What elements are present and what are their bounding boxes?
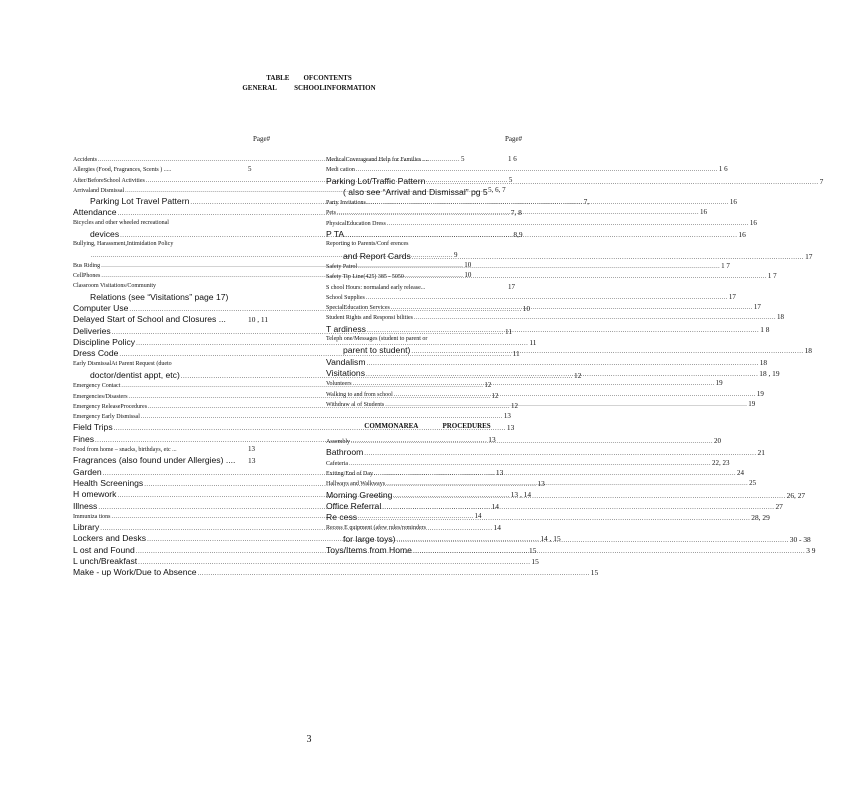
toc-entry bbox=[326, 156, 529, 166]
toc-entry-page: 18 bbox=[804, 346, 812, 356]
toc-entry bbox=[326, 198, 737, 209]
toc-entry-title: Relations (see “Visitations” page 17) bbox=[90, 291, 229, 302]
dot-leader bbox=[411, 255, 805, 261]
toc-entry-title: Garden bbox=[73, 466, 102, 477]
toc-entry bbox=[326, 323, 770, 336]
toc-entry bbox=[326, 292, 736, 304]
toc-entry-title: Food from home – snacks, birthdays, etc ... bbox=[73, 447, 177, 454]
dot-leader bbox=[425, 180, 819, 186]
toc-entry-title: Bus Riding bbox=[73, 262, 101, 269]
toc-entry-title: P TA bbox=[326, 229, 345, 240]
dot-leader bbox=[373, 467, 737, 477]
dot-leader bbox=[410, 349, 804, 359]
toc-entry-page: 17 bbox=[508, 282, 515, 291]
toc-entry-title: Attendance bbox=[73, 207, 117, 218]
toc-entry-page: 9 bbox=[454, 250, 458, 259]
dot-leader bbox=[363, 451, 757, 457]
toc-entry-title: Cafeteria bbox=[326, 460, 348, 467]
toc-entry-page: 13 bbox=[537, 478, 545, 488]
toc-entry bbox=[326, 379, 723, 390]
toc-subtitle: GENERAL SCHOOLINFORMATION bbox=[242, 84, 376, 92]
toc-entry-title: and Report Cards bbox=[343, 250, 411, 261]
toc-entry-title: Discipline Policy bbox=[73, 337, 136, 348]
toc-entry-title: Morning Greeting bbox=[326, 489, 393, 500]
toc-entry-title: Assembly bbox=[326, 439, 350, 446]
toc-entry-title: Walking to and from school bbox=[326, 391, 393, 398]
toc-entry-title: Arrivaland Dismissal bbox=[73, 187, 125, 194]
dot-leader bbox=[197, 571, 591, 577]
dot-leader bbox=[365, 295, 729, 301]
toc-entry-page: 19 bbox=[715, 379, 723, 388]
toc-entry-page: 25 bbox=[749, 479, 757, 488]
common-area-heading: COMMONAREA PROCEDURES bbox=[364, 422, 491, 431]
toc-entry-title: Fines bbox=[73, 433, 95, 444]
dot-leader bbox=[352, 381, 716, 390]
dot-leader bbox=[357, 260, 721, 270]
toc-entry-page: 22, 23 bbox=[711, 458, 730, 467]
dot-leader bbox=[393, 392, 757, 398]
toc-entry-title: Dress Code bbox=[73, 348, 119, 359]
toc-entry-title: Health Screenings bbox=[73, 477, 144, 488]
toc-entry bbox=[326, 185, 529, 199]
toc-entry-page: 14 bbox=[491, 501, 499, 511]
toc-entry-page: 13 bbox=[506, 423, 515, 433]
toc-entry-title: Fragrances (also found under Allergies) .... bbox=[73, 455, 236, 466]
toc-entry-page: 17 bbox=[728, 292, 736, 301]
toc-entry bbox=[73, 456, 269, 467]
toc-entry-title: Make - up Work/Due to Absence bbox=[73, 567, 197, 578]
toc-entry-page: 15 bbox=[531, 556, 539, 566]
toc-entry-title: parent to student) bbox=[343, 345, 411, 356]
dot-leader bbox=[366, 328, 760, 334]
dot-leader bbox=[385, 478, 749, 488]
toc-entry-page: 13 bbox=[495, 467, 504, 477]
toc-entry bbox=[326, 303, 761, 314]
toc-entry-title: T ardiness bbox=[326, 323, 366, 334]
toc-entry-title: Deliveries bbox=[73, 325, 111, 336]
common-area-section bbox=[326, 411, 529, 438]
toc-entry-page: 13 bbox=[503, 412, 511, 421]
toc-entry-title: Bathroom bbox=[326, 447, 364, 458]
toc-entry-title: Hallways and Walkways bbox=[326, 481, 386, 488]
toc-entry-page: 13 bbox=[248, 445, 255, 454]
toc-entry-title: Party Invitations bbox=[326, 200, 366, 207]
toc-entry-title: S chool Hours: normaland early release... bbox=[326, 284, 426, 291]
toc-entry-title: Bicycles and other wheeled recreational bbox=[73, 219, 169, 226]
toc-entry-page: 3 9 bbox=[806, 546, 816, 556]
toc-entry-title: Reporting to Parents/Conf erences bbox=[326, 241, 409, 248]
toc-entry-page: 13 , 14 bbox=[510, 490, 532, 500]
toc-entry-page: 17 bbox=[805, 251, 813, 261]
toc-entry bbox=[326, 512, 770, 524]
toc-entry bbox=[326, 399, 756, 411]
toc-entry-title: Withdraw al of Students bbox=[326, 401, 385, 408]
toc-entry-title: Emergency ReleaseProcedures bbox=[73, 403, 148, 410]
toc-entry-page: 14 bbox=[474, 511, 482, 520]
dot-leader bbox=[396, 538, 790, 544]
toc-entry-title: Delayed Start of School and Closures ... bbox=[73, 314, 226, 325]
toc-entry-page: 14 bbox=[493, 523, 501, 533]
toc-entry-page: 1 8 bbox=[760, 324, 770, 334]
toc-entry-page: 11 bbox=[504, 326, 513, 336]
toc-entry-title: Field Trips bbox=[73, 422, 113, 433]
toc-entry-title: Lockers and Desks bbox=[73, 533, 147, 544]
toc-entry-title: Safety Tip Line(425) 385 - 5050 bbox=[326, 274, 404, 281]
toc-entry-title: Volunteers bbox=[326, 381, 352, 388]
toc-entry bbox=[326, 345, 812, 357]
toc-entry-page: 19 bbox=[748, 399, 756, 408]
toc-entry bbox=[326, 272, 777, 283]
toc-entry-page: 26, 27 bbox=[786, 490, 806, 500]
dot-leader bbox=[413, 315, 777, 321]
toc-entry-page: 27 bbox=[775, 501, 783, 511]
toc-entry-title: Immuniza tions bbox=[73, 513, 111, 520]
toc-entry-page: 7, 8 bbox=[510, 208, 522, 218]
toc-entry-page: 7 bbox=[819, 176, 824, 186]
toc-entry-page: 12 bbox=[491, 391, 499, 400]
toc-entry-page: 11 bbox=[512, 349, 520, 359]
page-column-label-left: Page# bbox=[253, 135, 271, 143]
toc-entry-title: Emergency Early Dismissal bbox=[73, 414, 140, 421]
toc-entry bbox=[326, 447, 765, 459]
toc-entry-title: Emergency Contact bbox=[73, 383, 121, 390]
toc-entry-title: After/BeforeSchool Activities bbox=[73, 177, 145, 184]
toc-entry-title: CellPhones bbox=[73, 273, 101, 280]
dot-leader bbox=[344, 230, 738, 240]
toc-entry-title: MedicalCoverageand Help for Families .... bbox=[326, 157, 429, 163]
toc-entry-page: 16 bbox=[700, 208, 708, 217]
toc-entry-page: 18 bbox=[759, 357, 768, 367]
toc-entry-page: 10 bbox=[522, 304, 531, 314]
dot-leader bbox=[365, 372, 759, 378]
toc-entry-title: Bullying, Harassment,Intimidation Policy bbox=[73, 241, 174, 248]
toc-entry-title: Re cess bbox=[326, 512, 358, 523]
toc-entry-title: Visitations bbox=[326, 367, 366, 378]
toc-entry-page: 11 bbox=[529, 338, 537, 348]
toc-entry-title: PhysicalEducation Dress bbox=[326, 220, 386, 227]
toc-entry-title: Teleph one/Messages (student to parent or bbox=[326, 336, 428, 343]
dot-leader bbox=[381, 501, 775, 511]
toc-entry-page: 5 bbox=[508, 175, 513, 184]
toc-entry bbox=[326, 229, 746, 241]
toc-entry-title: Illness bbox=[73, 500, 98, 511]
dot-leader bbox=[384, 402, 748, 408]
toc-entry bbox=[326, 467, 744, 480]
dot-leader bbox=[390, 304, 754, 314]
toc-entry bbox=[326, 458, 730, 470]
dot-leader bbox=[392, 494, 786, 500]
toc-entry-page: 17 bbox=[753, 303, 761, 312]
toc-entry-page: 16 bbox=[749, 218, 757, 227]
toc-entry-page: 1 7 bbox=[721, 261, 730, 270]
toc-entry bbox=[326, 284, 529, 294]
toc-entry-page: 14 , 15 bbox=[540, 534, 561, 544]
toc-entry-page: 5 bbox=[461, 155, 465, 163]
toc-entry-page: 5 bbox=[248, 165, 252, 174]
dot-leader bbox=[355, 167, 719, 173]
toc-entry-page: 19 bbox=[756, 389, 764, 398]
toc-entry-page: 1 6 bbox=[508, 155, 517, 163]
toc-entry-page: 20 bbox=[714, 437, 721, 446]
toc-entry-title: Safety Patrol bbox=[326, 263, 358, 270]
toc-entry-title: for large toys) bbox=[343, 533, 396, 544]
toc-entry-page: 5, 6, 7 bbox=[488, 185, 506, 194]
toc-entry-page: 12 bbox=[484, 381, 492, 390]
toc-entry-title: L unch/Breakfast bbox=[73, 555, 138, 566]
toc-entry-title: Pets bbox=[326, 210, 337, 217]
toc-entry-title: Classroom Visitations/Community bbox=[73, 282, 157, 289]
toc-entry-title: Vandalism bbox=[326, 356, 366, 367]
toc-entry-title: Parking Lot/Traffic Pattern bbox=[326, 175, 426, 186]
dot-leader bbox=[366, 361, 760, 367]
dot-leader bbox=[366, 197, 730, 207]
dot-leader bbox=[336, 210, 700, 216]
toc-entry-page: 30 - 38 bbox=[789, 534, 811, 544]
toc-entry-page: 13 bbox=[488, 434, 496, 444]
toc-entry-page: 12 bbox=[511, 401, 519, 410]
dot-leader bbox=[357, 516, 751, 522]
toc-entry-title: ( also see “Arrival and Dismissal” pg 5 bbox=[343, 186, 488, 197]
dot-leader bbox=[350, 439, 714, 445]
toc-entry-title: doctor/dentist appt, etc) bbox=[90, 369, 180, 380]
toc-entry bbox=[73, 567, 599, 579]
toc-entry-page: 24 bbox=[737, 469, 744, 478]
toc-entry-title: Accidents bbox=[73, 157, 97, 163]
toc-entry-title: Recess E quipment (afew rules/reminders bbox=[326, 524, 426, 531]
toc-entry-page: 1 7 bbox=[767, 272, 777, 281]
toc-entry-page: 7, bbox=[583, 197, 590, 207]
toc-entry-title: L ost and Found bbox=[73, 544, 135, 555]
dot-leader bbox=[404, 271, 768, 280]
toc-entry bbox=[326, 250, 813, 263]
toc-entry-title: Office Referral bbox=[326, 500, 382, 511]
toc-entry bbox=[326, 218, 757, 230]
dot-leader bbox=[386, 221, 750, 227]
toc-entry bbox=[326, 260, 730, 273]
toc-entry-title: Computer Use bbox=[73, 303, 129, 314]
toc-entry-title: SpecialEducation Services bbox=[326, 305, 390, 312]
dot-leader bbox=[348, 461, 712, 467]
toc-entry-page: 10 bbox=[464, 260, 472, 269]
toc-entry-title: Library bbox=[73, 522, 100, 533]
toc-entry-title: Toys/Items from Home bbox=[326, 545, 412, 556]
toc-entry bbox=[73, 241, 269, 251]
toc-entry-title: Student Rights and Responsi bilities bbox=[326, 315, 414, 322]
toc-entry-page: 18 , 19 bbox=[759, 368, 780, 378]
toc-entry-title: Parking Lot Travel Pattern bbox=[90, 196, 190, 207]
toc-entry-page: 13 bbox=[248, 456, 256, 466]
toc-entry-title: Exiting/End of Day bbox=[326, 471, 373, 478]
toc-entry-page: 28, 29 bbox=[751, 513, 770, 523]
toc-entry-page: 8,9 bbox=[513, 230, 523, 240]
toc-entry-title: Allergies (Food, Fragrances, Scents ) ..... bbox=[73, 167, 172, 174]
toc-entry-page: 10 , 11 bbox=[248, 315, 269, 325]
toc-entry bbox=[73, 166, 269, 176]
toc-entry-title: H omework bbox=[73, 489, 117, 500]
toc-entry bbox=[326, 208, 708, 219]
toc-entry-title: devices bbox=[90, 229, 120, 240]
toc-entry-page: 15 bbox=[590, 568, 599, 578]
dot-leader bbox=[412, 545, 806, 555]
toc-entry bbox=[326, 389, 764, 401]
toc-entry-title: Early DismissalAt Parent Request (dueto bbox=[73, 360, 172, 367]
page-number: 3 bbox=[306, 734, 312, 745]
toc-entry-title: Medi cation bbox=[326, 167, 355, 174]
toc-entry-page: 10 bbox=[464, 271, 472, 280]
toc-entry-page: 15 bbox=[529, 545, 537, 555]
toc-entry-page: 21 bbox=[757, 448, 765, 458]
toc-entry-page: 1 6 bbox=[718, 165, 728, 174]
toc-entry-page: 16 bbox=[738, 230, 746, 240]
toc-entry-page: 12 bbox=[574, 370, 582, 380]
toc-entry-title: School Supplies bbox=[326, 294, 365, 301]
toc-title: TABLE OFCONTENTS bbox=[266, 74, 352, 82]
dot-leader bbox=[137, 560, 531, 566]
toc-entry-title: Emergencies/Disasters bbox=[73, 393, 128, 400]
toc-entry-page: 18 bbox=[777, 313, 785, 322]
page-column-label-right: Page# bbox=[505, 135, 523, 143]
toc-entry-page: 16 bbox=[729, 198, 737, 207]
